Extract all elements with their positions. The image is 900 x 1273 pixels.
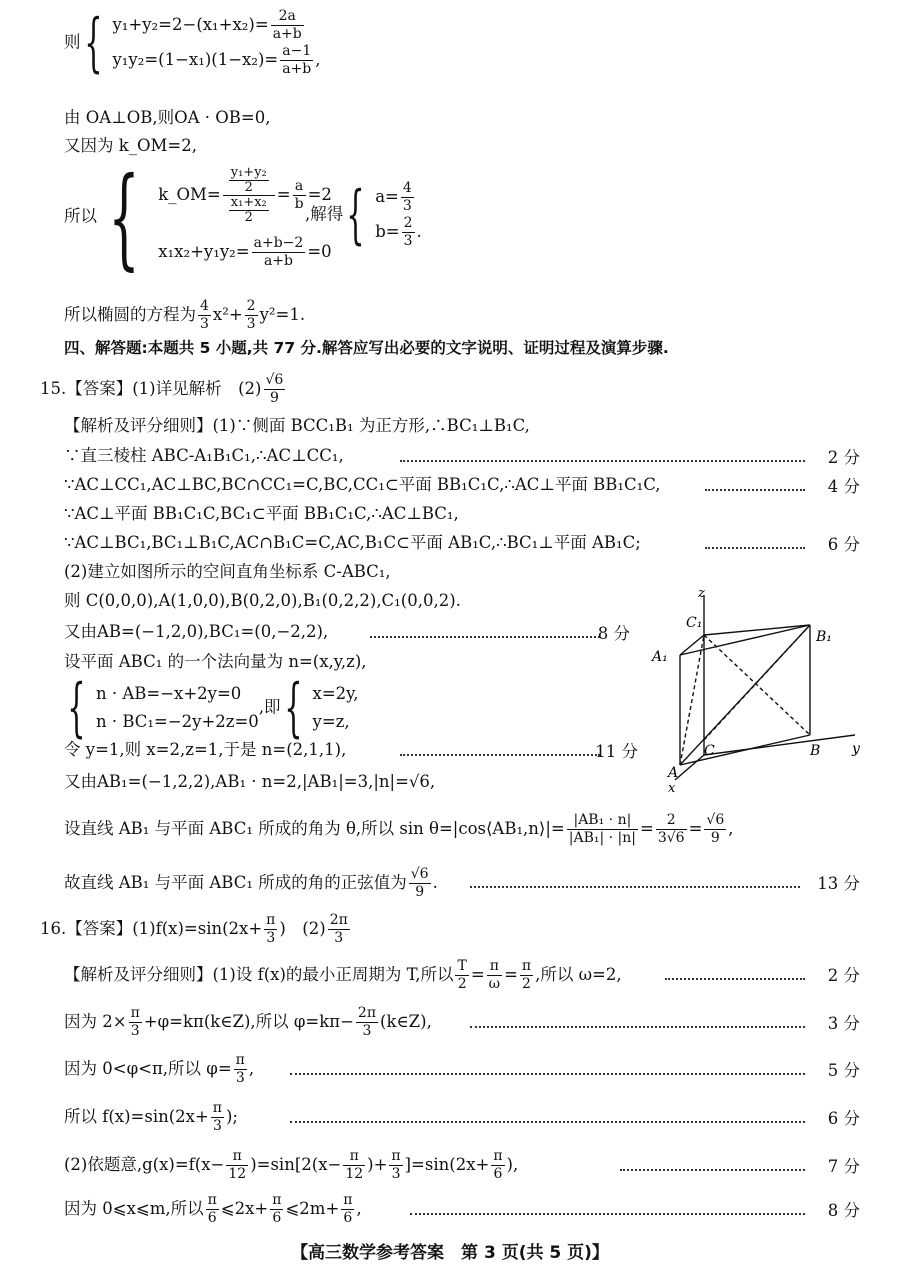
denominator: b bbox=[294, 196, 304, 212]
text: = bbox=[640, 819, 654, 838]
denominator: 6 bbox=[207, 1210, 217, 1226]
fraction bbox=[704, 812, 726, 847]
edge-c1b1 bbox=[704, 625, 810, 635]
numerator: a−1 bbox=[280, 43, 313, 61]
eq-row: n · AB=−x+2y=0 bbox=[95, 684, 242, 703]
numerator: x₁+x₂ bbox=[229, 196, 269, 211]
equation-system bbox=[96, 680, 259, 736]
text: . bbox=[432, 873, 438, 892]
q15-line8: 又由AB=(−1,2,0),BC₁=(0,−2,2), bbox=[64, 622, 329, 641]
label-a: A bbox=[668, 765, 679, 781]
compound-fraction bbox=[223, 166, 275, 225]
label-b: B bbox=[810, 743, 821, 759]
text: 15.【答案】(1)详见解析 (2) bbox=[40, 379, 262, 398]
numerator: π bbox=[212, 1100, 222, 1116]
score: 8 分 bbox=[827, 1201, 860, 1220]
q15-line13 bbox=[64, 866, 438, 901]
label-x: x bbox=[668, 781, 676, 795]
numerator: π bbox=[207, 1192, 217, 1208]
score: 5 分 bbox=[827, 1061, 860, 1080]
fraction bbox=[271, 8, 304, 43]
denominator bbox=[223, 196, 275, 225]
denominator: 3 bbox=[403, 233, 413, 249]
text: ), bbox=[506, 1155, 519, 1174]
eq-text: b= bbox=[375, 222, 400, 241]
q15-line6: (2)建立如图所示的空间直角坐标系 C-ABC₁, bbox=[64, 562, 391, 581]
q15-system bbox=[64, 671, 359, 745]
left-brace: { bbox=[83, 6, 103, 80]
numerator: π bbox=[343, 1192, 353, 1208]
text: ); bbox=[226, 1107, 238, 1126]
eq-text: k_OM= bbox=[158, 185, 221, 204]
eq-text: y₁+y₂=2−(x₁+x₂)= bbox=[112, 15, 269, 34]
numerator: π bbox=[521, 958, 532, 974]
fraction bbox=[401, 180, 414, 215]
denominator: 2 bbox=[244, 210, 253, 225]
leader-dots bbox=[410, 1213, 805, 1215]
numerator: π bbox=[391, 1148, 401, 1164]
denominator: 9 bbox=[269, 390, 279, 406]
text: )=sin[2(x− bbox=[250, 1155, 342, 1174]
score: 7 分 bbox=[827, 1157, 860, 1176]
fraction bbox=[206, 1192, 219, 1227]
q15-line5: ∵AC⊥BC₁,BC₁⊥B₁C,AC∩B₁C=C,AC,B₁C⊂平面 AB₁C,∴BC₁⊥平面 AB₁C; bbox=[64, 533, 641, 552]
q15-line1: 【解析及评分细则】(1)∵侧面 BCC₁B₁ 为正方形,∴BC₁⊥B₁C, bbox=[64, 416, 530, 435]
numerator: π bbox=[493, 1148, 503, 1164]
numerator: √6 bbox=[706, 812, 725, 828]
prism-figure bbox=[640, 585, 870, 795]
fraction bbox=[389, 1148, 402, 1183]
fraction bbox=[356, 1005, 378, 1040]
q15-line10: 令 y=1,则 x=2,z=1,于是 n=(2,1,1), bbox=[64, 740, 347, 759]
y-axis bbox=[704, 735, 855, 755]
text: 因为 0⩽x⩽m,所以 bbox=[64, 1199, 204, 1218]
leader-dots bbox=[400, 754, 600, 756]
text-suoyi: 所以 bbox=[64, 206, 97, 226]
text: +φ=kπ(k∈Z),所以 φ=kπ− bbox=[143, 1012, 354, 1031]
denominator: 3 bbox=[266, 930, 276, 946]
line-kom: 又因为 k_OM=2, bbox=[64, 136, 197, 155]
fraction bbox=[211, 1100, 224, 1135]
denominator: 12 bbox=[345, 1166, 364, 1182]
denominator: 2 bbox=[244, 180, 253, 195]
numerator: 2 bbox=[246, 298, 256, 314]
fraction bbox=[198, 298, 211, 333]
text: 16.【答案】(1)f(x)=sin(2x+ bbox=[40, 919, 263, 938]
numerator: π bbox=[226, 1148, 248, 1166]
score: 11 分 bbox=[595, 742, 638, 761]
dashed-bc1 bbox=[704, 635, 810, 735]
score: 8 分 bbox=[597, 624, 630, 643]
text: 所以椭圆的方程为 bbox=[64, 305, 196, 324]
leader-dots bbox=[370, 636, 600, 638]
fraction bbox=[656, 812, 687, 847]
q15-line3: ∵AC⊥CC₁,AC⊥BC,BC∩CC₁=C,BC,CC₁⊂平面 BB₁C₁C,∴AC⊥平面 BB₁C₁C, bbox=[64, 475, 661, 494]
eq-row: y₁y₂=(1−x₁)(1−x₂)= $\frac{a-1}{a+b}$ , bbox=[112, 43, 321, 77]
eq-text: = bbox=[276, 185, 291, 204]
leader-dots bbox=[705, 489, 805, 491]
denominator: 6 bbox=[272, 1210, 282, 1226]
numerator: 4 bbox=[402, 180, 412, 196]
text: ,所以 ω=2, bbox=[535, 965, 622, 984]
eq-text: x₁x₂+y₁y₂= bbox=[158, 242, 250, 261]
left-brace: { bbox=[67, 671, 86, 745]
numerator: 4 bbox=[200, 298, 209, 314]
denominator: 3 bbox=[200, 316, 209, 332]
fraction bbox=[280, 43, 313, 78]
numerator: y₁+y₂ bbox=[230, 165, 267, 180]
denominator: 3√6 bbox=[657, 830, 685, 846]
section-header: 四、解答题:本题共 5 小题,共 77 分.解答应写出必要的文字说明、证明过程及演算步骤. bbox=[64, 339, 669, 357]
eq-text: a= bbox=[375, 187, 399, 206]
label-c: C bbox=[704, 743, 715, 759]
solution-a-b bbox=[305, 180, 422, 250]
score: 3 分 bbox=[827, 1014, 860, 1033]
eq-text: =2 bbox=[307, 185, 332, 204]
text: = bbox=[688, 819, 703, 838]
numerator bbox=[223, 166, 275, 196]
numerator: π bbox=[272, 1192, 282, 1208]
leader-dots bbox=[400, 460, 805, 462]
numerator: √6 bbox=[265, 372, 284, 388]
q15-line4: ∵AC⊥平面 BB₁C₁C,BC₁⊂平面 BB₁C₁C,∴AC⊥BC₁, bbox=[64, 504, 459, 523]
fraction bbox=[328, 912, 350, 947]
label-a1: A₁ bbox=[652, 649, 668, 665]
fraction bbox=[252, 235, 306, 270]
denominator: a+b bbox=[263, 253, 293, 269]
line-oa-ob: 由 OA⊥OB,则OA · OB=0, bbox=[64, 108, 271, 127]
text: (2)依题意,g(x)=f(x− bbox=[64, 1155, 225, 1174]
fraction bbox=[567, 812, 638, 847]
q16-line3 bbox=[64, 1052, 254, 1087]
denominator: 2 bbox=[457, 976, 467, 992]
numerator: 2π bbox=[357, 1005, 377, 1021]
q15-line9: 设平面 ABC₁ 的一个法向量为 n=(x,y,z), bbox=[64, 652, 367, 671]
edge-ab bbox=[680, 735, 810, 765]
q16-answer bbox=[40, 912, 352, 947]
text-jiede: ,解得 bbox=[305, 204, 344, 224]
prev-system-1 bbox=[64, 8, 321, 78]
fraction bbox=[245, 298, 258, 333]
score: 6 分 bbox=[827, 1109, 860, 1128]
denominator: 6 bbox=[493, 1166, 503, 1182]
numerator: a+b−2 bbox=[253, 235, 304, 251]
numerator: √6 bbox=[410, 866, 429, 882]
text: (k∈Z), bbox=[380, 1012, 432, 1031]
text: 故直线 AB₁ 与平面 ABC₁ 所成的角的正弦值为 bbox=[64, 873, 407, 892]
numerator: |AB₁ · n| bbox=[567, 812, 638, 830]
text-ze: 则 bbox=[64, 32, 81, 52]
leader-dots bbox=[470, 1026, 805, 1028]
text: ⩽2x+ bbox=[220, 1199, 269, 1218]
leader-dots bbox=[290, 1073, 805, 1075]
fraction bbox=[520, 958, 533, 993]
prev-system-2 bbox=[64, 153, 332, 281]
leader-dots bbox=[705, 547, 805, 549]
text: x²+ bbox=[212, 305, 243, 324]
q15-line7: 则 C(0,0,0),A(1,0,0),B(0,2,0),B₁(0,2,2),C₁(0,0,2). bbox=[64, 591, 461, 610]
q15-line12 bbox=[64, 812, 734, 847]
q16-line6 bbox=[64, 1192, 362, 1227]
eq-text: =0 bbox=[307, 242, 332, 261]
fraction bbox=[129, 1005, 142, 1040]
eq-row bbox=[375, 180, 422, 215]
numerator: T bbox=[457, 958, 467, 974]
denominator: a+b bbox=[272, 26, 302, 42]
left-brace: { bbox=[108, 153, 140, 281]
text: , bbox=[248, 1059, 255, 1078]
text: ]=sin(2x+ bbox=[404, 1155, 490, 1174]
eq-row: b= $\frac{2}{3}$ . bbox=[375, 215, 422, 249]
denominator: 12 bbox=[228, 1166, 247, 1182]
leader-dots bbox=[665, 978, 805, 980]
label-y: y bbox=[852, 741, 860, 757]
q16-line4 bbox=[64, 1100, 238, 1135]
fraction bbox=[227, 166, 271, 195]
text: y²=1. bbox=[259, 305, 306, 324]
q15-line11: 又由AB₁=(−1,2,2),AB₁ · n=2,|AB₁|=3,|n|=√6, bbox=[64, 772, 436, 791]
eq-row: y=z, bbox=[312, 712, 350, 731]
text: ,即 bbox=[258, 697, 281, 717]
fraction bbox=[270, 1192, 283, 1227]
fraction bbox=[341, 1192, 354, 1227]
denominator: 3 bbox=[235, 1070, 245, 1086]
fraction bbox=[455, 958, 468, 993]
score: 2 分 bbox=[827, 448, 860, 467]
label-z: z bbox=[698, 586, 705, 601]
fraction bbox=[343, 1148, 365, 1183]
text: = bbox=[470, 965, 485, 984]
text: )+ bbox=[367, 1155, 388, 1174]
score: 6 分 bbox=[827, 535, 860, 554]
numerator: π bbox=[266, 912, 276, 928]
leader-dots bbox=[620, 1169, 805, 1171]
equation-system bbox=[112, 8, 320, 78]
numerator: π bbox=[343, 1148, 365, 1166]
eq-row: x=2y, bbox=[312, 684, 359, 703]
denominator: 9 bbox=[710, 830, 720, 846]
denominator: |AB₁| · |n| bbox=[568, 830, 637, 846]
page-footer: 【高三数学参考答案 第 3 页(共 5 页)】 bbox=[291, 1243, 609, 1263]
denominator: 6 bbox=[343, 1210, 353, 1226]
denominator: 9 bbox=[415, 884, 425, 900]
leader-dots bbox=[470, 886, 800, 888]
denominator: 3 bbox=[391, 1166, 401, 1182]
score: 13 分 bbox=[817, 874, 860, 893]
numerator: 2π bbox=[329, 912, 348, 928]
text: 因为 0<φ<π,所以 φ= bbox=[64, 1059, 232, 1078]
numerator: π bbox=[130, 1005, 140, 1021]
denominator: 3 bbox=[246, 316, 256, 332]
denominator: 3 bbox=[402, 198, 412, 214]
text: 【解析及评分细则】(1)设 f(x)的最小正周期为 T,所以 bbox=[64, 965, 454, 984]
denominator: 3 bbox=[334, 930, 344, 946]
q15-answer bbox=[40, 372, 287, 407]
score: 4 分 bbox=[827, 477, 860, 496]
text: , bbox=[356, 1199, 362, 1218]
text: ) (2) bbox=[279, 919, 326, 938]
fraction bbox=[402, 215, 415, 250]
left-brace: { bbox=[346, 178, 365, 252]
fraction bbox=[293, 178, 306, 213]
denominator: a+b bbox=[282, 61, 312, 77]
equation-system bbox=[375, 180, 422, 250]
q15-line2: ∵直三棱柱 ABC-A₁B₁C₁,∴AC⊥CC₁, bbox=[64, 446, 344, 465]
numerator: 2a bbox=[271, 8, 304, 26]
eq-row bbox=[112, 8, 320, 43]
fraction bbox=[487, 958, 502, 993]
text: , bbox=[728, 819, 734, 838]
fraction bbox=[227, 196, 271, 225]
q16-line1 bbox=[64, 958, 622, 993]
text: 设直线 AB₁ 与平面 ABC₁ 所成的角为 θ,所以 sin θ=|cos⟨AB₁,n⟩|= bbox=[64, 819, 565, 838]
ellipse-equation bbox=[64, 298, 305, 333]
numerator: a bbox=[293, 178, 306, 196]
numerator: 2 bbox=[656, 812, 687, 830]
label-b1: B₁ bbox=[816, 629, 832, 645]
q16-line5 bbox=[64, 1148, 518, 1183]
fraction bbox=[234, 1052, 247, 1087]
denominator: 3 bbox=[212, 1118, 222, 1134]
text: = bbox=[504, 965, 518, 984]
fraction bbox=[409, 866, 431, 901]
text: 因为 2× bbox=[64, 1012, 127, 1031]
denominator: 3 bbox=[362, 1023, 372, 1039]
denominator: 3 bbox=[130, 1023, 140, 1039]
label-c1: C₁ bbox=[686, 615, 703, 631]
fraction bbox=[264, 912, 277, 947]
text: 所以 f(x)=sin(2x+ bbox=[64, 1107, 209, 1126]
denominator: ω bbox=[488, 976, 501, 992]
fraction bbox=[264, 372, 286, 407]
text: ⩽2m+ bbox=[285, 1199, 340, 1218]
eq-text: y₁y₂=(1−x₁)(1−x₂)= bbox=[112, 50, 279, 69]
left-brace: { bbox=[283, 671, 303, 745]
equation-system bbox=[313, 680, 359, 736]
numerator: π bbox=[487, 958, 502, 976]
q16-line2 bbox=[64, 1005, 432, 1040]
fraction bbox=[491, 1148, 504, 1183]
fraction bbox=[226, 1148, 248, 1183]
numerator: π bbox=[235, 1052, 245, 1068]
denominator: 2 bbox=[522, 976, 531, 992]
score: 2 分 bbox=[827, 966, 860, 985]
leader-dots bbox=[290, 1121, 805, 1123]
numerator: 2 bbox=[403, 215, 413, 231]
eq-row: n · BC₁=−2y+2z=0 bbox=[95, 712, 259, 731]
